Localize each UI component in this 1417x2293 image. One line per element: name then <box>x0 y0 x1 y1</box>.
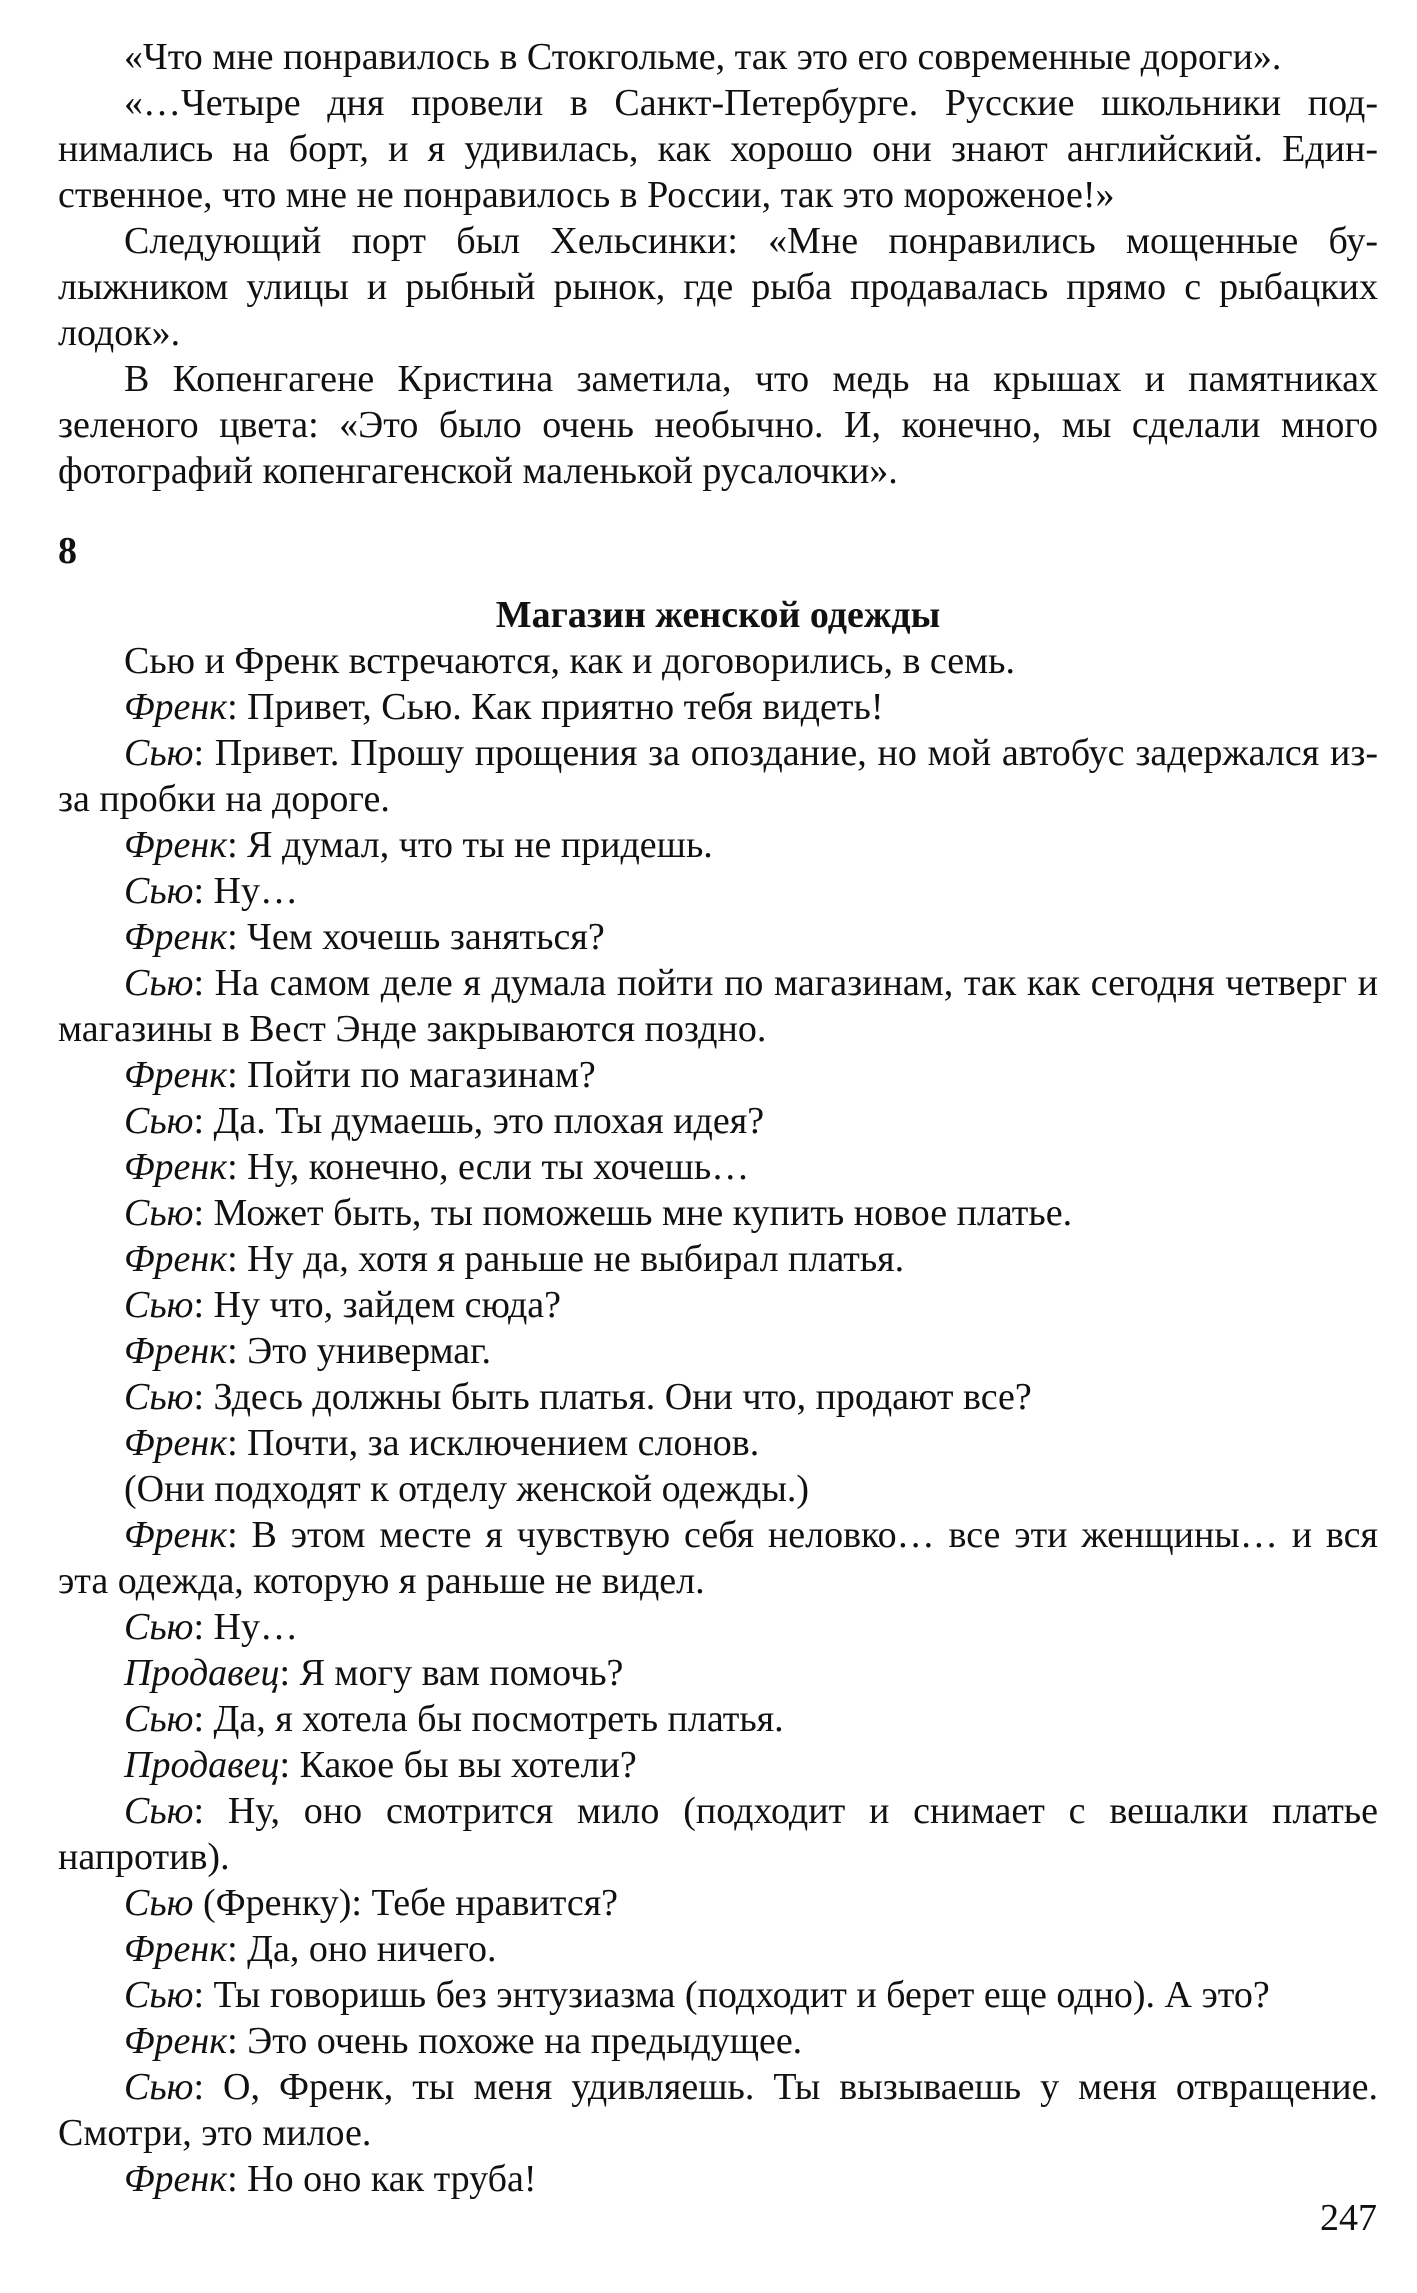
dialogue-line <box>58 1190 1378 1236</box>
dialogue-text: : Это очень похоже на предыдущее. <box>227 2020 803 2062</box>
dialogue-line <box>58 1880 1378 1926</box>
dialogue-text: : Я думал, что ты не придешь. <box>227 824 713 866</box>
dialogue-line <box>58 822 1378 868</box>
dialogue-line <box>58 2156 1378 2202</box>
dialogue-text: : Ну что, зайдем сюда? <box>193 1284 562 1326</box>
speaker-name: Френк <box>124 1054 228 1096</box>
dialogue-text: : Чем хочешь заняться? <box>227 916 605 958</box>
section-title: Магазин женской одежды <box>495 594 941 636</box>
dialogue-text: : Ну… <box>193 870 298 912</box>
dialogue-text: : Но оно как труба! <box>227 2158 537 2200</box>
dialogue-line <box>58 1374 1378 1420</box>
dialogue-text: : Ты говоришь без энтузиазма (подходит и берет еще одно). А это? <box>193 1974 1270 2016</box>
dialogue-line <box>58 1466 1378 1512</box>
paragraph: Следующий порт был Хельсинки: «Мне понравились мощенные булыжником улицы и рыбный рынок, где рыба продавалась прямо с рыбацких лодок». <box>58 220 1378 354</box>
dialogue-text: : На самом деле я думала пойти по магазинам, так как сегодня четверг и магазины в Вест Энде закрываются поздно. <box>58 962 1378 1050</box>
speaker-name: Френк <box>124 1928 228 1970</box>
dialogue-line <box>58 1052 1378 1098</box>
dialogue-line <box>58 1282 1378 1328</box>
dialogue-line <box>58 1512 1378 1604</box>
dialogue-text: : О, Френк, ты меня удивляешь. Ты вызываешь у меня отвращение. Смотри, это милое. <box>58 2066 1378 2154</box>
page-number: 247 <box>1320 2197 1377 2239</box>
speaker-name: Френк <box>124 824 228 866</box>
dialogue-line <box>58 684 1378 730</box>
speaker-name: Сью <box>124 1100 194 1142</box>
speaker-name: Сью <box>124 1882 194 1924</box>
dialogue-text: : Это универмаг. <box>227 1330 491 1372</box>
dialogue-text: : Да, оно ничего. <box>227 1928 497 1970</box>
dialogue-text: : Здесь должны быть платья. Они что, продают все? <box>193 1376 1032 1418</box>
speaker-name: Сью <box>124 1790 194 1832</box>
dialogue-text: : Какое бы вы хотели? <box>279 1744 637 1786</box>
speaker-name: Сью <box>124 962 194 1004</box>
dialogue-text: : Ну, оно смотрится мило (подходит и снимает с вешалки платье напротив). <box>58 1790 1378 1878</box>
speaker-name: Продавец <box>124 1652 280 1694</box>
dialogue-line <box>58 1742 1378 1788</box>
dialogue-line <box>58 1144 1378 1190</box>
dialogue-line <box>58 730 1378 822</box>
speaker-name: Френк <box>124 1146 228 1188</box>
speaker-name: Сью <box>124 1974 194 2016</box>
dialogue-text: (Они подходят к отделу женской одежды.) <box>124 1468 810 1510</box>
dialogue-text: : Почти, за исключением слонов. <box>227 1422 760 1464</box>
paragraph: «…Четыре дня провели в Санкт-Петербурге. Русские школьники поднимались на борт, и я удивилась, как хорошо они знают английский. Единственное, что мне не понравилось в России, так это мороженое!» <box>58 82 1378 216</box>
dialogue-line <box>58 1420 1378 1466</box>
dialogue-text: : Да. Ты думаешь, это плохая идея? <box>193 1100 765 1142</box>
dialogue-text: : Я могу вам помочь? <box>279 1652 624 1694</box>
dialogue-text: : Ну, конечно, если ты хочешь… <box>227 1146 750 1188</box>
speaker-name: Сью <box>124 870 194 912</box>
dialogue-line <box>58 1650 1378 1696</box>
dialogue-line <box>58 2018 1378 2064</box>
paragraph: «Что мне понравилось в Стокгольме, так это его современные дороги». <box>124 36 1282 78</box>
speaker-name: Сью <box>124 1284 194 1326</box>
dialogue-text: : Может быть, ты поможешь мне купить новое платье. <box>193 1192 1073 1234</box>
dialogue-text: : Привет, Сью. Как приятно тебя видеть! <box>227 686 884 728</box>
speaker-name: Сью <box>124 1192 194 1234</box>
dialogue-line <box>58 1788 1378 1880</box>
dialogue-line <box>58 1604 1378 1650</box>
dialogue-line <box>58 1926 1378 1972</box>
speaker-name: Френк <box>124 1422 228 1464</box>
text-column <box>58 34 1378 2202</box>
speaker-name: Френк <box>124 1514 228 1556</box>
section-number: 8 <box>58 530 77 572</box>
paragraph: В Копенгагене Кристина заметила, что медь на крышах и памятниках зеленого цвета: «Это было очень необычно. И, конечно, мы сделали много фотографий копенгагенской маленькой русалочки». <box>58 358 1378 492</box>
dialogue-text: : Ну да, хотя я раньше не выбирал платья. <box>227 1238 905 1280</box>
dialogue-line <box>58 1696 1378 1742</box>
speaker-name: Сью <box>124 1698 194 1740</box>
dialogue <box>58 684 1378 2202</box>
dialogue-line <box>58 868 1378 914</box>
dialogue-text: : Привет. Прошу прощения за опоздание, но мой автобус задержался из-за пробки на дороге. <box>58 732 1378 820</box>
dialogue-text: (Френку): Тебе нравится? <box>193 1882 619 1924</box>
dialogue-line <box>58 1972 1378 2018</box>
dialogue-line <box>58 914 1378 960</box>
dialogue-line <box>58 1328 1378 1374</box>
section-intro: Сью и Френк встречаются, как и договорились, в семь. <box>124 640 1015 682</box>
dialogue-line <box>58 2064 1378 2156</box>
dialogue-text: : Пойти по магазинам? <box>227 1054 596 1096</box>
speaker-name: Продавец <box>124 1744 280 1786</box>
speaker-name: Сью <box>124 1376 194 1418</box>
speaker-name: Френк <box>124 1330 228 1372</box>
speaker-name: Сью <box>124 732 194 774</box>
speaker-name: Сью <box>124 1606 194 1648</box>
speaker-name: Френк <box>124 2020 228 2062</box>
dialogue-text: : Ну… <box>193 1606 298 1648</box>
dialogue-line <box>58 960 1378 1052</box>
dialogue-line <box>58 1236 1378 1282</box>
speaker-name: Френк <box>124 916 228 958</box>
speaker-name: Сью <box>124 2066 194 2108</box>
speaker-name: Френк <box>124 686 228 728</box>
dialogue-text: : Да, я хотела бы посмотреть платья. <box>193 1698 784 1740</box>
speaker-name: Френк <box>124 2158 228 2200</box>
speaker-name: Френк <box>124 1238 228 1280</box>
dialogue-text: : В этом месте я чувствую себя неловко… все эти женщины… и вся эта одежда, которую я раньше не видел. <box>58 1514 1378 1602</box>
dialogue-line <box>58 1098 1378 1144</box>
